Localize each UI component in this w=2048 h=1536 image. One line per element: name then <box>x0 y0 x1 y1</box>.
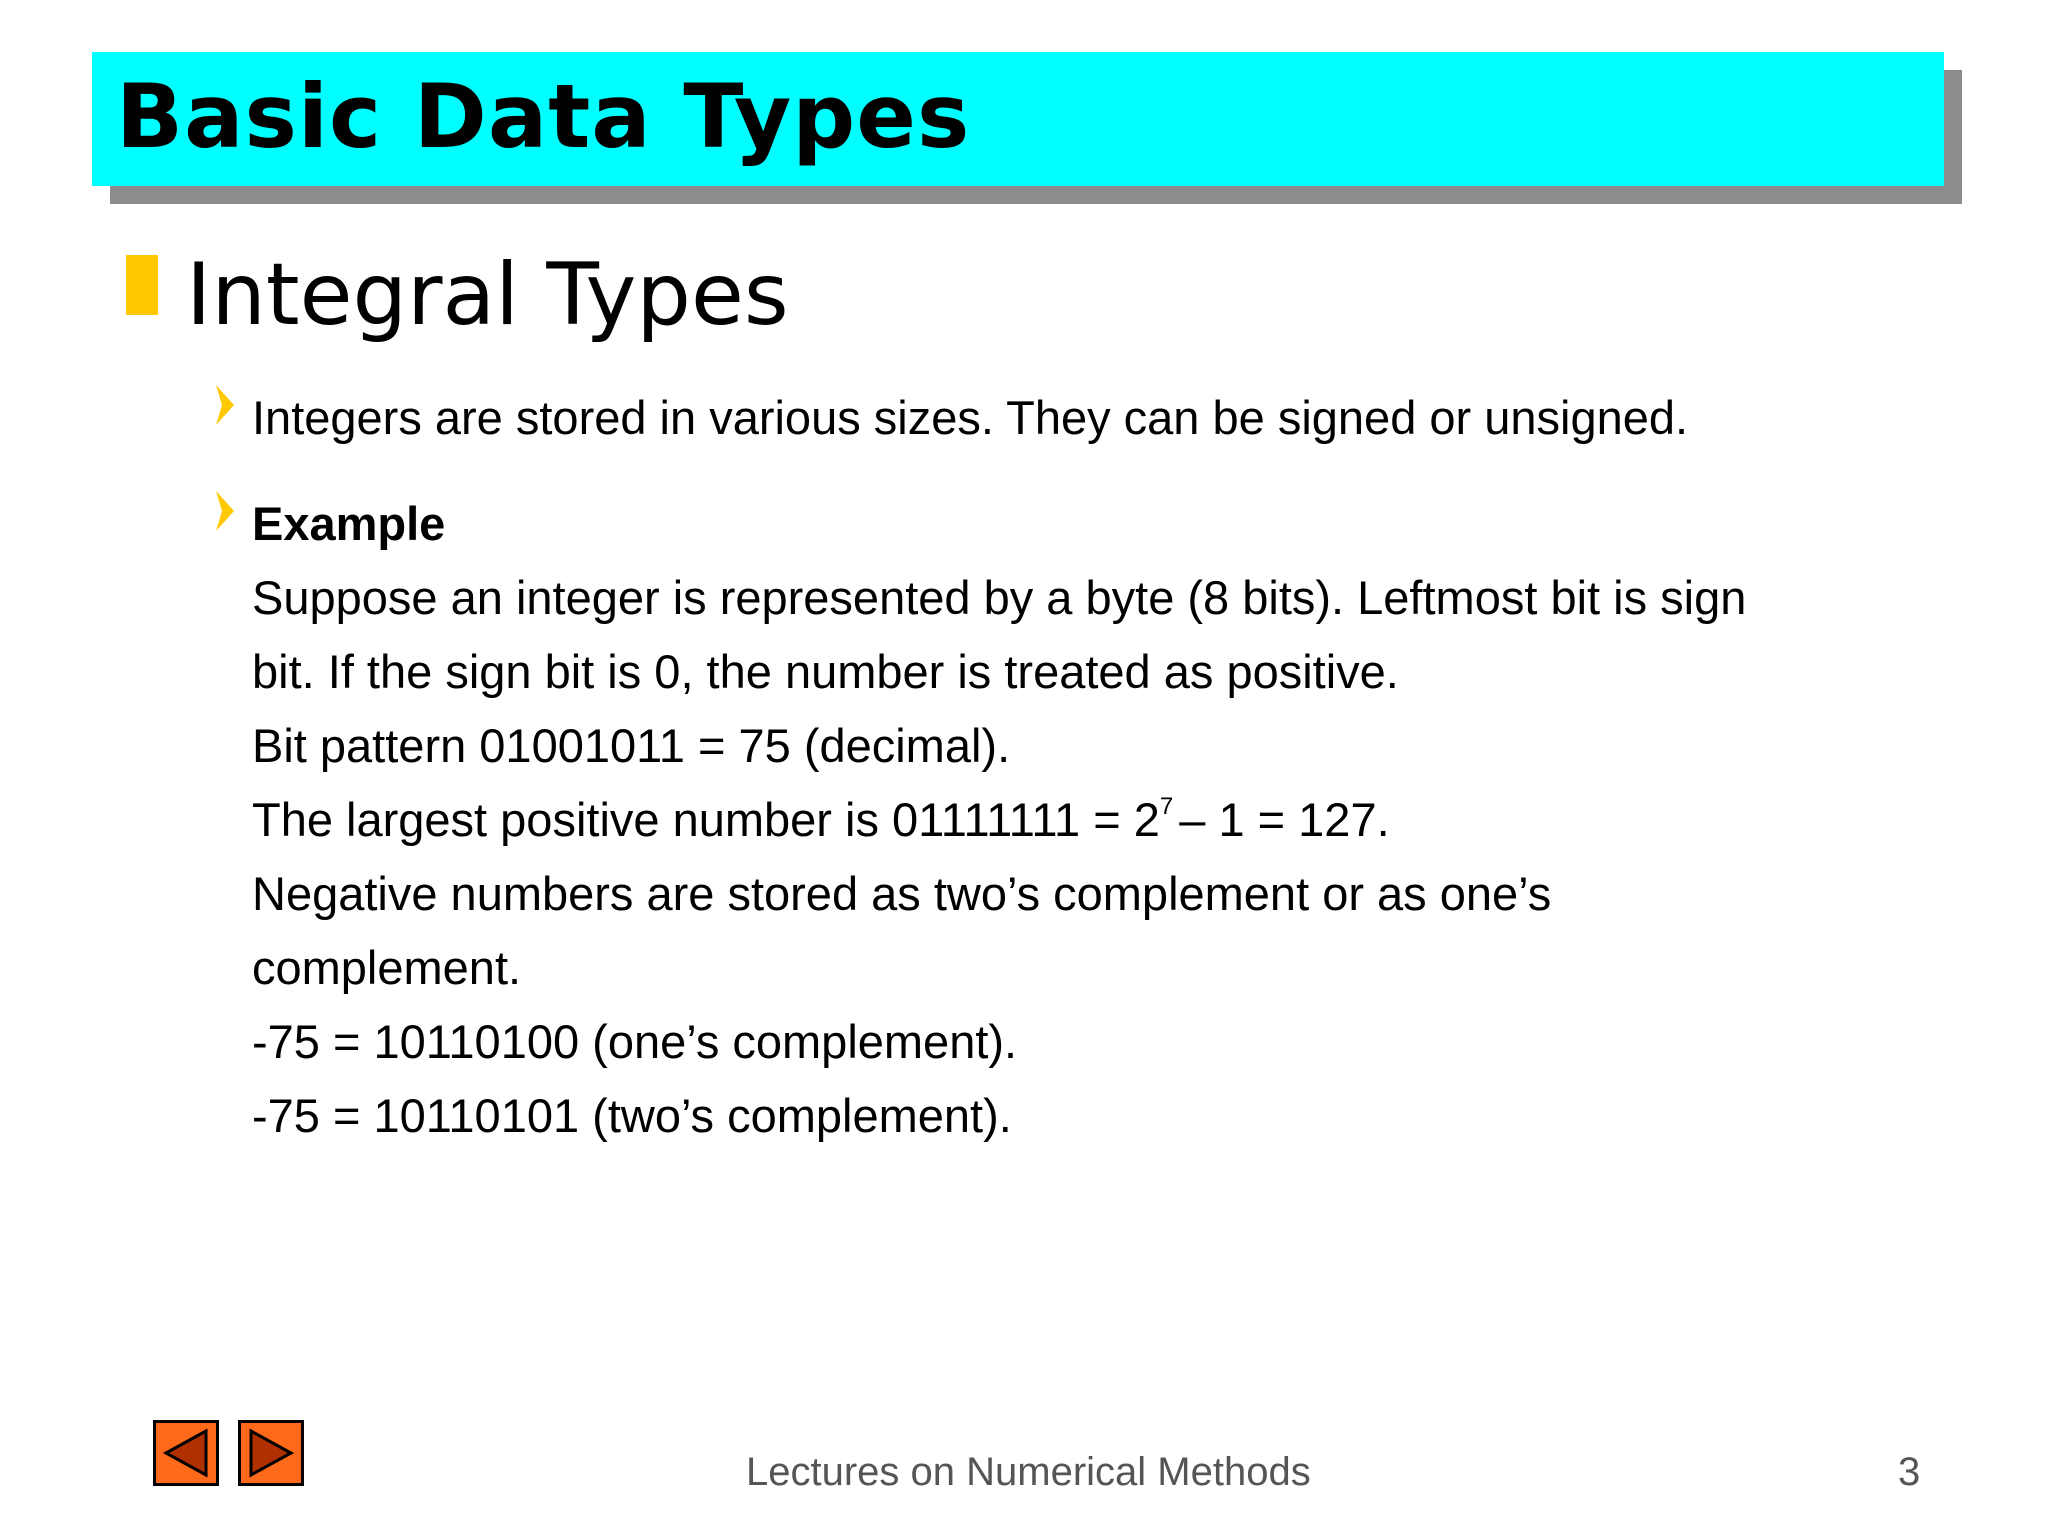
exponent: 7 <box>1159 793 1174 820</box>
triangle-left-icon <box>156 1423 216 1483</box>
next-slide-button[interactable] <box>238 1420 304 1486</box>
example-line: bit. If the sign bit is 0, the number is treated as positive. <box>252 645 1399 698</box>
section-bullet-icon <box>126 255 158 315</box>
section-heading: Integral Types <box>186 245 789 345</box>
slide-title: Basic Data Types <box>116 65 971 168</box>
arrow-bullet-icon <box>216 385 236 425</box>
bullet-text-sizes: Integers are stored in various sizes. They can be signed or unsigned. <box>252 391 1689 444</box>
example-line: -75 = 10110100 (one’s complement). <box>252 1015 1018 1068</box>
largest-number-text: The largest positive number is 01111111 = 2 <box>252 793 1160 846</box>
largest-number-line <box>252 783 1390 857</box>
example-heading: Example <box>252 497 446 550</box>
example-line: Negative numbers are stored as two’s complement or as one’s <box>252 867 1552 920</box>
arrow-bullet-icon <box>216 491 236 531</box>
example-line: Suppose an integer is represented by a byte (8 bits). Leftmost bit is sign <box>252 571 1747 624</box>
example-line: -75 = 10110101 (two’s complement). <box>252 1089 1012 1142</box>
largest-number-result: – 1 = 127. <box>1179 793 1390 846</box>
triangle-right-icon <box>241 1423 301 1483</box>
page-number: 3 <box>1898 1450 1921 1494</box>
example-line: Bit pattern 01001011 = 75 (decimal). <box>252 719 1011 772</box>
footer-text: Lectures on Numerical Methods <box>746 1450 1311 1494</box>
previous-slide-button[interactable] <box>153 1420 219 1486</box>
example-line: complement. <box>252 941 522 994</box>
